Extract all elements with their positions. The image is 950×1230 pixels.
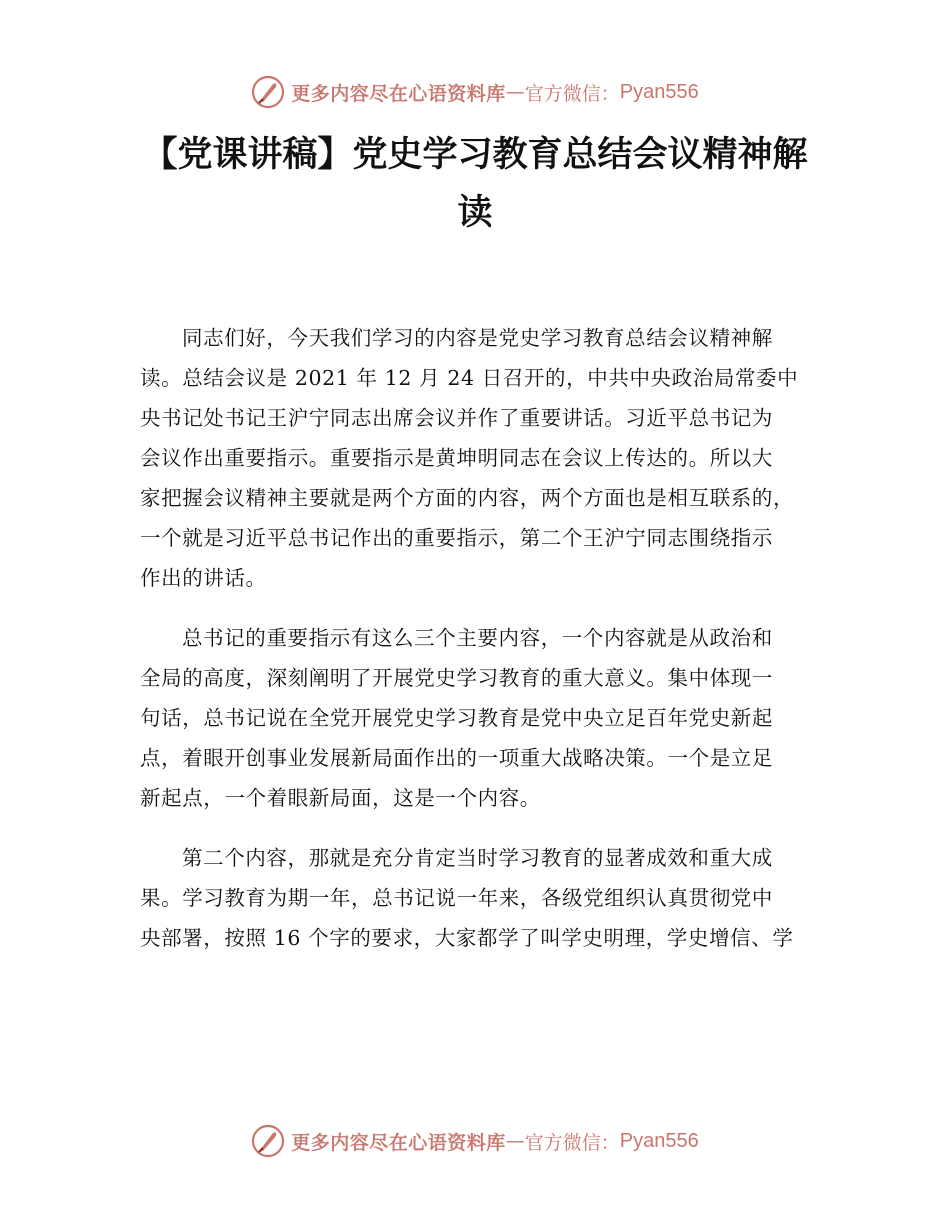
header-banner — [0, 72, 950, 112]
paragraph-2 — [140, 618, 810, 818]
paragraph-line: 句话，总书记说在全党开展党史学习教育是党中央立足百年党史新起 — [140, 706, 773, 730]
paragraph-line: 央书记处书记王沪宁同志出席会议并作了重要讲话。习近平总书记为 — [140, 406, 773, 430]
paragraph-line: 央部署，按照 16 个字的要求，大家都学了叫学史明理，学史增信、学 — [140, 926, 794, 950]
paragraph-line: 点，着眼开创事业发展新局面作出的一项重大战略决策。一个是立足 — [140, 746, 773, 770]
document-body — [140, 318, 810, 978]
paragraph-line: 果。学习教育为期一年，总书记说一年来，各级党组织认真贯彻党中 — [140, 886, 773, 910]
banner-separator: — — [505, 81, 525, 103]
banner-contact-label: 官方微信： — [524, 1131, 620, 1154]
paragraph-line: 家把握会议精神主要就是两个方面的内容，两个方面也是相互联系的， — [140, 486, 795, 510]
paragraph-1 — [140, 318, 810, 598]
paragraph-line: 作出的讲话。 — [140, 566, 267, 590]
banner-contact-label: 官方微信： — [524, 82, 620, 105]
title-line: 【党课讲稿】党史学习教育总结会议精神解 — [142, 135, 808, 175]
paragraph-line: 会议作出重要指示。重要指示是黄坤明同志在会议上传达的。所以大 — [140, 446, 773, 470]
paragraph-line: 第二个内容，那就是充分肯定当时学习教育的显著成效和重大成 — [182, 846, 773, 870]
paragraph-line: 同志们好，今天我们学习的内容是党史学习教育总结会议精神解 — [182, 326, 773, 350]
document-title — [120, 126, 830, 242]
paragraph-line: 读。总结会议是 2021 年 12 月 24 日召开的，中共中央政治局常委中 — [140, 366, 799, 390]
quill-pen-logo-icon — [251, 75, 285, 109]
quill-pen-logo-icon — [251, 1124, 285, 1158]
banner-contact-id: Pyan556 — [619, 1129, 699, 1152]
paragraph-3 — [140, 838, 810, 958]
footer-banner — [0, 1121, 950, 1161]
banner-brand-text: 更多内容尽在心语资料库 — [291, 82, 506, 105]
banner-contact-id: Pyan556 — [619, 80, 699, 103]
banner-brand-text: 更多内容尽在心语资料库 — [291, 1131, 506, 1154]
paragraph-line: 新起点，一个着眼新局面，这是一个内容。 — [140, 786, 541, 810]
banner-separator: — — [505, 1130, 525, 1152]
paragraph-line: 全局的高度，深刻阐明了开展党史学习教育的重大意义。集中体现一 — [140, 666, 773, 690]
paragraph-line: 总书记的重要指示有这么三个主要内容，一个内容就是从政治和 — [182, 626, 773, 650]
paragraph-line: 一个就是习近平总书记作出的重要指示，第二个王沪宁同志围绕指示 — [140, 526, 773, 550]
title-line: 读 — [457, 193, 493, 233]
